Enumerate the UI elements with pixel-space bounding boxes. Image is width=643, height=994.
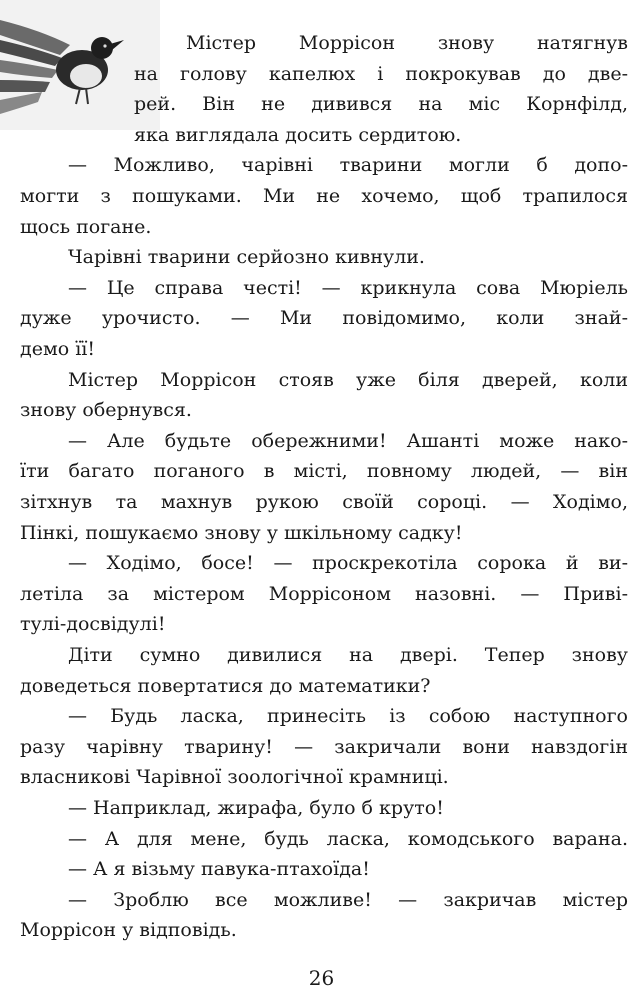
text-line: знову обернувся. — [20, 399, 192, 422]
text-line: — А для мене, будь ласка, комодського варана. — [68, 827, 628, 850]
text-line: Пінкі, пошукаємо знову у шкільному садку! — [20, 521, 463, 544]
text-line: Містер Моррісон стояв уже біля дверей, коли — [68, 368, 628, 391]
text-line: — Але будьте обережними! Ашанті може нако- — [68, 429, 628, 452]
text-line: яка виглядала досить сердитою. — [134, 123, 462, 146]
text-line: Чарівні тварини серйозно кивнули. — [68, 246, 425, 269]
text-line: Моррісон у відповідь. — [20, 919, 237, 942]
text-line: доведеться повертатися до математики? — [20, 674, 431, 697]
page-number: 26 — [308, 966, 335, 990]
text-line: летіла за містером Моррісоном назовні. — Приві- — [20, 582, 628, 605]
text-line: — Можливо, чарівні тварини могли б допо- — [68, 154, 628, 177]
text-line: власникові Чарівної зоологічної крамниці. — [20, 766, 449, 789]
text-line: — Ходімо, босе! — проскрекотіла сорока й ви- — [68, 552, 628, 575]
text-line: — Наприклад, жирафа, було б круто! — [68, 797, 444, 819]
text-line: їти багато поганого в місті, повному людей, — він — [20, 460, 628, 483]
text-line: могти з пошуками. Ми не хочемо, щоб трапилося — [20, 185, 628, 207]
text-line: — Зроблю все можливе! — закричав містер — [68, 888, 628, 911]
text-line: тулі-досвідулі! — [20, 613, 166, 636]
text-line: Діти сумно дивилися на двері. Тепер знову — [68, 644, 628, 666]
text-line: — Будь ласка, принесіть із собою наступного — [68, 705, 628, 728]
text-line: Містер Моррісон знову натягнув — [186, 32, 628, 54]
text-line: — А я візьму павука-птахоїда! — [68, 858, 370, 881]
text-line: дуже урочисто. — Ми повідомимо, коли знай- — [20, 307, 628, 330]
text-line: щось погане. — [20, 215, 152, 238]
text-line: на голову капелюх і покрокував до две- — [134, 62, 628, 85]
text-line: зітхнув та махнув рукою своїй сороці. — Ходімо, — [20, 491, 628, 513]
text-line: демо її! — [20, 338, 95, 360]
text-line: разу чарівну тварину! — закричали вони навздогін — [20, 735, 628, 758]
text-line: — Це справа честі! — крикнула сова Мюріель — [68, 276, 628, 299]
text-line: рей. Він не дивився на міс Корнфілд, — [134, 93, 628, 116]
